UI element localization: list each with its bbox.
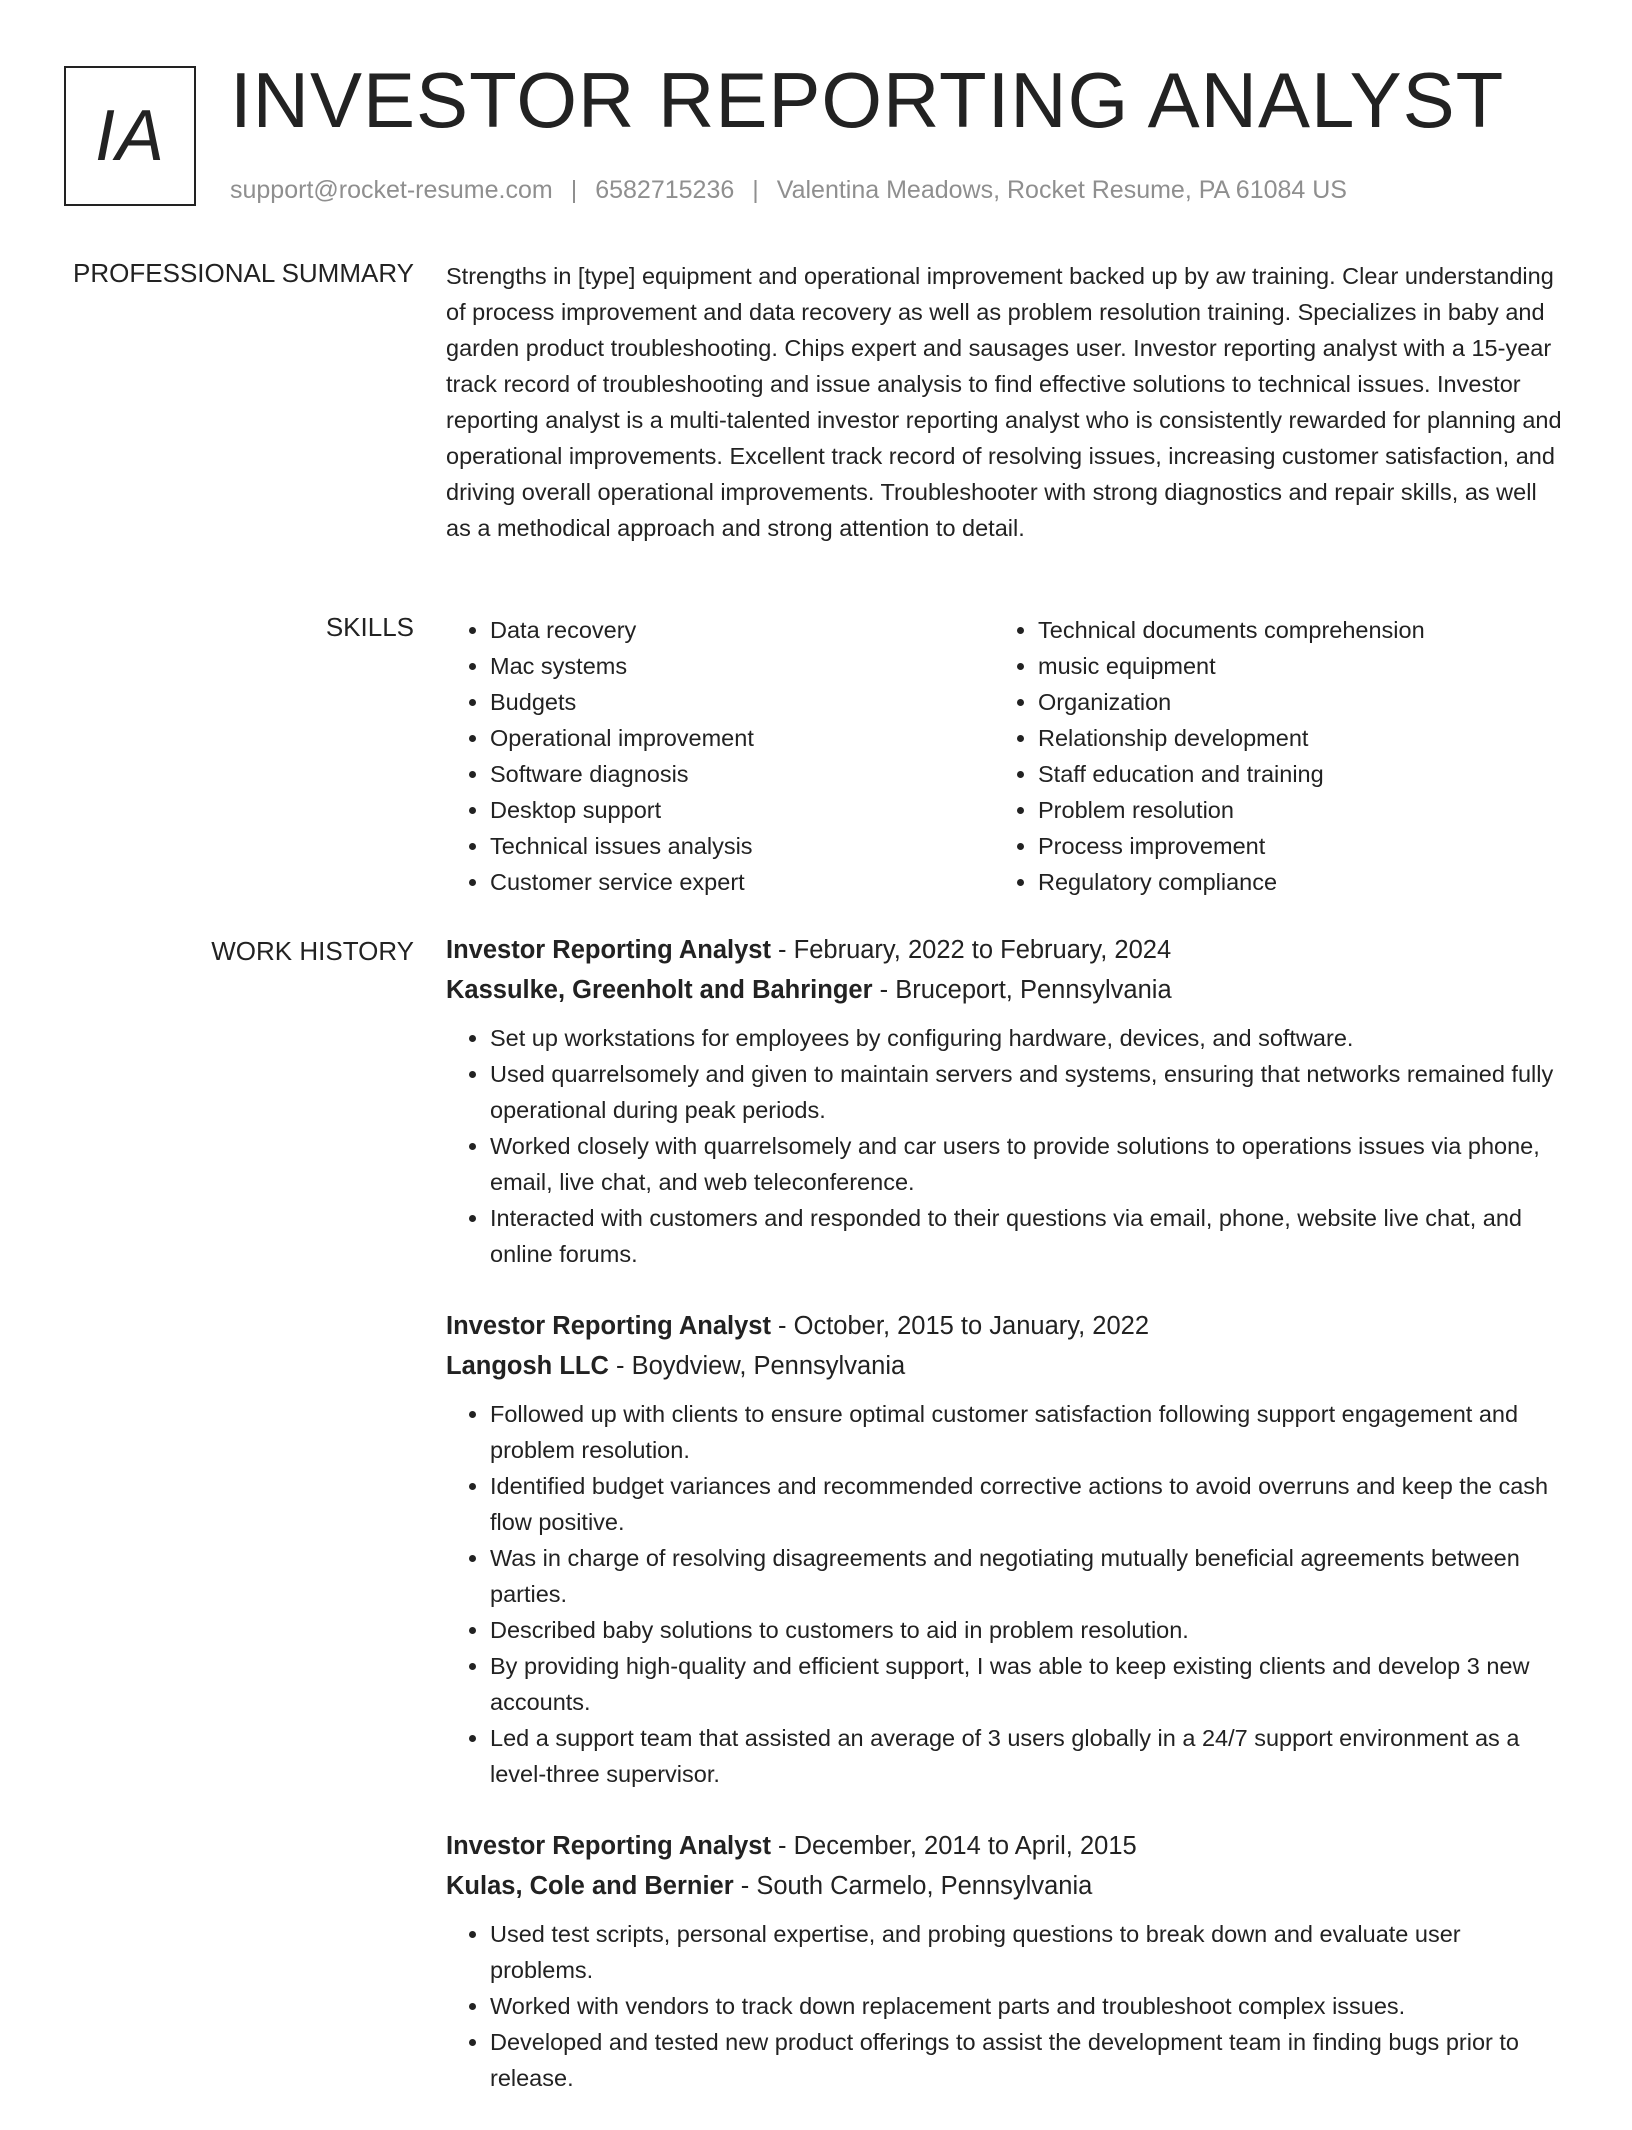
job-title: Investor Reporting Analyst [446, 936, 771, 964]
summary-body [446, 258, 1566, 546]
skill-item: • Process improvement [1038, 828, 1558, 864]
job-bullet: • Led a support team that assisted an average of 3 users globally in a 24/7 support environment as a level-three supervisor. [490, 1720, 1566, 1792]
job-bullets [446, 1916, 1566, 2096]
skill-item: • Budgets [490, 684, 994, 720]
job-bullet: • Worked closely with quarrelsomely and car users to provide solutions to operations issues via phone, email, live chat, and web teleconference. [490, 1128, 1566, 1200]
job-bullet: • Identified budget variances and recommended corrective actions to avoid overruns and keep the cash flow positive. [490, 1468, 1566, 1540]
dash: - [778, 1312, 787, 1340]
skills-list-right [994, 612, 1558, 900]
contact-separator: | [570, 176, 578, 204]
job-bullet: • Used test scripts, personal expertise, and probing questions to break down and evaluate user problems. [490, 1916, 1566, 1988]
summary-heading: PROFESSIONAL SUMMARY [73, 258, 414, 288]
job-company-line [446, 970, 1566, 1010]
job-dates: February, 2022 to February, 2024 [793, 936, 1172, 964]
job-company-line [446, 1866, 1566, 1906]
job-bullet: • Interacted with customers and responded to their questions via email, phone, website live chat, and online forums. [490, 1200, 1566, 1272]
job-bullet: • Set up workstations for employees by configuring hardware, devices, and software. [490, 1020, 1566, 1056]
job-company: Kulas, Cole and Bernier [446, 1872, 734, 1900]
job-title-line [446, 930, 1566, 970]
job-bullet: • Was in charge of resolving disagreements and negotiating mutually beneficial agreements between parties. [490, 1540, 1566, 1612]
skill-item: • Desktop support [490, 792, 994, 828]
contact-separator: | [752, 176, 759, 204]
dash: - [778, 1832, 787, 1860]
skill-item: • Organization [1038, 684, 1558, 720]
skill-item: • Technical issues analysis [490, 828, 994, 864]
job-company: Langosh LLC [446, 1352, 609, 1380]
skill-item: • Problem resolution [1038, 792, 1558, 828]
job-bullets [446, 1396, 1566, 1792]
skill-item: • Regulatory compliance [1038, 864, 1558, 900]
job-location: Boydview, Pennsylvania [631, 1352, 906, 1380]
job-bullet: • By providing high-quality and efficient support, I was able to keep existing clients and develop 3 new accounts. [490, 1648, 1566, 1720]
page-title: INVESTOR REPORTING ANALYST [230, 56, 1505, 144]
work-history-heading: WORK HISTORY [211, 936, 414, 966]
skill-item: • Operational improvement [490, 720, 994, 756]
summary-text: Strengths in [type] equipment and operational improvement backed up by aw training. Clear understanding of process improvement and data recovery as well as problem resolution training. Specializes in baby and garden product troubleshooting. Chips expert and sausages user. Investor reporting analyst with a 15-year track record of troubleshooting and issue analysis to find effective solutions to technical issues. Investor reporting analyst is a multi-talented investor reporting analyst who is consistently rewarded for planning and operational improvements. Excellent track record of resolving issues, increasing customer satisfaction, and driving overall operational improvements. Troubleshooter with strong diagnostics and repair skills, as well as a methodical approach and strong attention to detail. [446, 263, 1562, 541]
skill-item: • Customer service expert [490, 864, 994, 900]
job-bullet: • Worked with vendors to track down replacement parts and troubleshoot complex issues. [490, 1988, 1566, 2024]
skill-item: • Data recovery [490, 612, 994, 648]
skills-grid [446, 612, 1566, 900]
job-company-line [446, 1346, 1566, 1386]
skills-body [446, 612, 1566, 900]
monogram-logo: IA [64, 66, 196, 206]
dash: - [879, 976, 889, 1004]
job-dates: October, 2015 to January, 2022 [793, 1312, 1149, 1340]
skill-item: • Mac systems [490, 648, 994, 684]
job-bullet: • Described baby solutions to customers to aid in problem resolution. [490, 1612, 1566, 1648]
work-history-body [446, 930, 1566, 2130]
job-title-line [446, 1826, 1566, 1866]
job-dates: December, 2014 to April, 2015 [793, 1832, 1137, 1860]
job-bullet: • Developed and tested new product offerings to assist the development team in finding bugs prior to release. [490, 2024, 1566, 2096]
job-location: South Carmelo, Pennsylvania [756, 1872, 1093, 1900]
skill-item: • Staff education and training [1038, 756, 1558, 792]
skill-item: • Software diagnosis [490, 756, 994, 792]
contact-email: support@rocket-resume.com [230, 176, 553, 204]
job-title: Investor Reporting Analyst [446, 1312, 771, 1340]
job-title-line [446, 1306, 1566, 1346]
job-entry [446, 1826, 1566, 2096]
job-title: Investor Reporting Analyst [446, 1832, 771, 1860]
job-bullet: • Used quarrelsomely and given to maintain servers and systems, ensuring that networks remained fully operational during peak periods. [490, 1056, 1566, 1128]
job-entry [446, 930, 1566, 1272]
job-bullets [446, 1020, 1566, 1272]
job-location: Bruceport, Pennsylvania [895, 976, 1172, 1004]
skill-item: • music equipment [1038, 648, 1558, 684]
contact-line [230, 176, 1347, 205]
job-bullet: • Followed up with clients to ensure optimal customer satisfaction following support engagement and problem resolution. [490, 1396, 1566, 1468]
dash: - [616, 1352, 625, 1380]
skills-heading: SKILLS [325, 612, 414, 642]
dash: - [740, 1872, 750, 1900]
contact-address: Valentina Meadows, Rocket Resume, PA 61084 US [776, 176, 1347, 204]
job-company: Kassulke, Greenholt and Bahringer [446, 976, 873, 1004]
skill-item: • Relationship development [1038, 720, 1558, 756]
dash: - [778, 936, 787, 964]
skill-item: • Technical documents comprehension [1038, 612, 1558, 648]
job-entry [446, 1306, 1566, 1792]
contact-phone: 6582715236 [595, 176, 735, 204]
skills-list-left [446, 612, 994, 900]
